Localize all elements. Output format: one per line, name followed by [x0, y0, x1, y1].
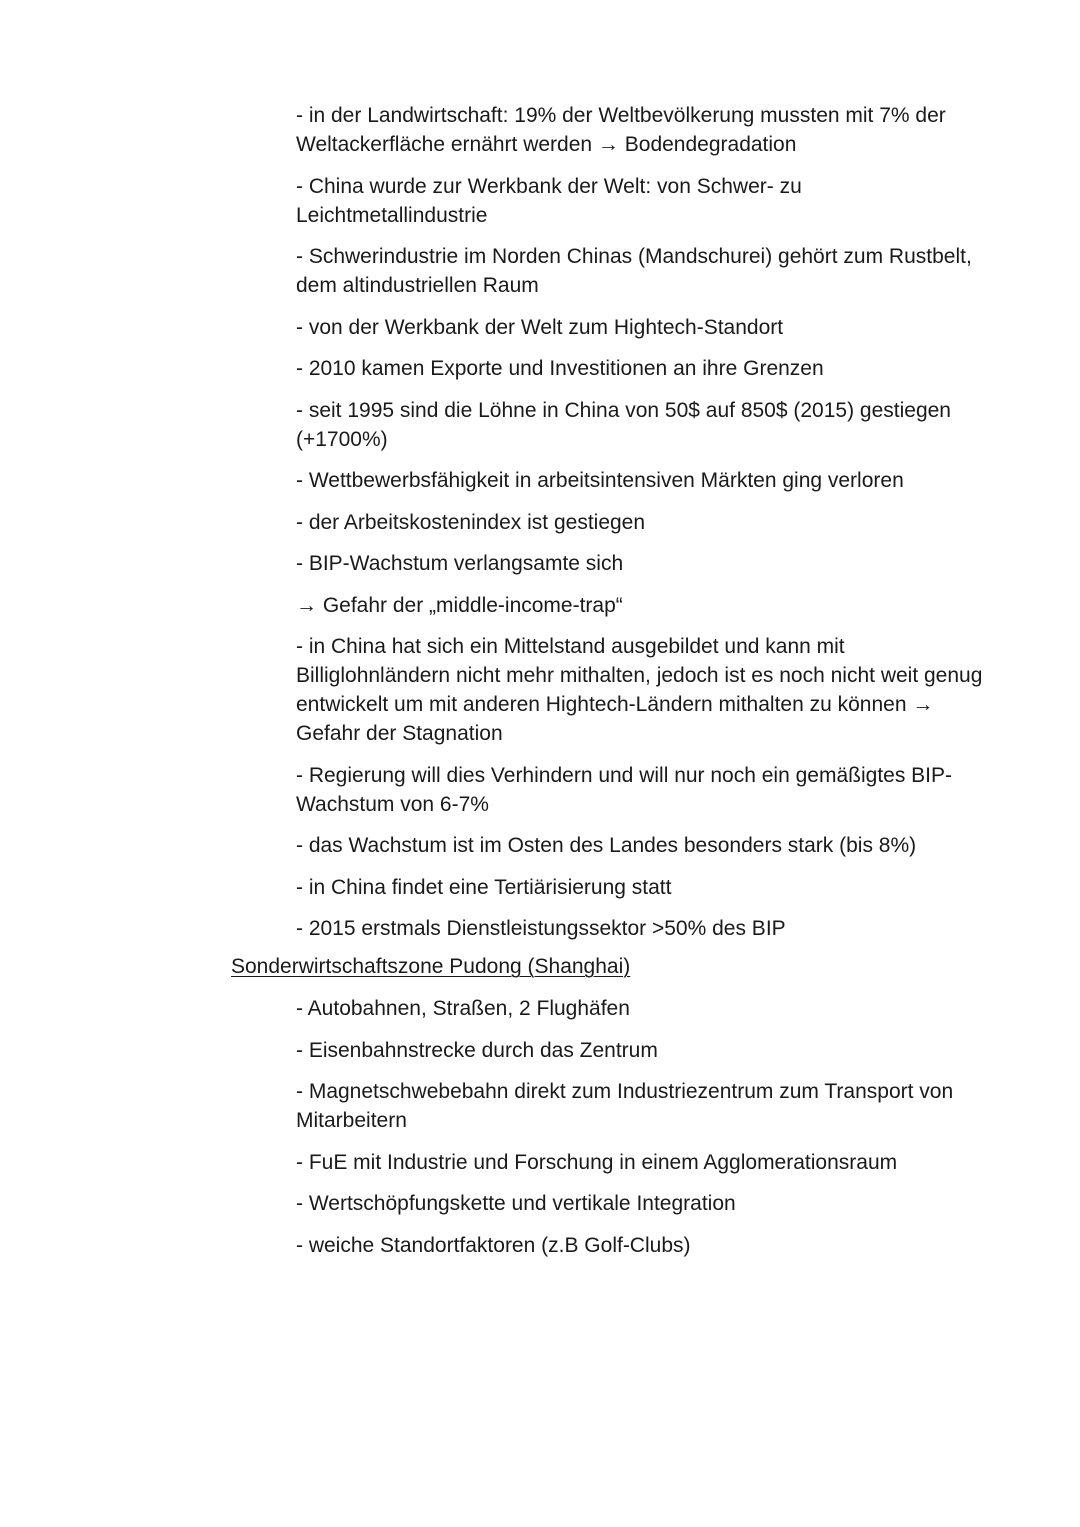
list-item: - Schwerindustrie im Norden Chinas (Mandschurei) gehört zum Rustbelt, dem altindustriellen Raum [296, 245, 972, 297]
list-item: - das Wachstum ist im Osten des Landes besonders stark (bis 8%) [296, 834, 917, 857]
list-item: - weiche Standortfaktoren (z.B Golf-Clubs) [296, 1233, 691, 1257]
list-item: - seit 1995 sind die Löhne in China von 50$ auf 850$ (2015) gestiegen (+1700%) [296, 398, 951, 451]
bullet-list-china-economy [296, 101, 986, 956]
list-item: - Wettbewerbsfähigkeit in arbeitsintensiven Märkten ging verloren [296, 469, 904, 492]
section-heading-pudong: Sonderwirtschaftszone Pudong (Shanghai) [231, 955, 631, 978]
list-item: - China wurde zur Werkbank der Welt: von Schwer- zu Leichtmetallindustrie [296, 174, 802, 227]
list-item: - in China hat sich ein Mittelstand ausgebildet und kann mit Billiglohnländern nicht mehr mithalten, jedoch ist es noch nicht weit genug entwickelt um mit anderen Hightech-Ländern mithalten zu können → Gefahr der Stagnation [296, 635, 983, 745]
list-item: - der Arbeitskostenindex ist gestiegen [296, 510, 646, 534]
list-item: - Wertschöpfungskette und vertikale Integration [296, 1192, 736, 1215]
list-item: - 2015 erstmals Dienstleistungssektor >50% des BIP [296, 917, 786, 940]
list-item: - FuE mit Industrie und Forschung in einem Agglomerationsraum [296, 1150, 898, 1174]
list-item: - Autobahnen, Straßen, 2 Flughäfen [296, 997, 630, 1020]
list-item: - von der Werkbank der Welt zum Hightech-Standort [296, 315, 784, 339]
list-item: - BIP-Wachstum verlangsamte sich [296, 552, 624, 575]
list-item: - in der Landwirtschaft: 19% der Weltbevölkerung mussten mit 7% der Weltackerfläche ernährt werden → Bodendegradation [296, 104, 946, 156]
list-item: - 2010 kamen Exporte und Investitionen an ihre Grenzen [296, 357, 824, 380]
list-item: → Gefahr der „middle-income-trap“ [296, 593, 623, 617]
bullet-list-pudong [296, 994, 986, 1272]
list-item: - Eisenbahnstrecke durch das Zentrum [296, 1038, 658, 1062]
list-item: - Regierung will dies Verhindern und will nur noch ein gemäßigtes BIP-Wachstum von 6-7% [296, 763, 953, 816]
list-item: - Magnetschwebebahn direkt zum Industriezentrum zum Transport von Mitarbeitern [296, 1080, 954, 1132]
list-item: - in China findet eine Tertiärisierung statt [296, 875, 672, 899]
